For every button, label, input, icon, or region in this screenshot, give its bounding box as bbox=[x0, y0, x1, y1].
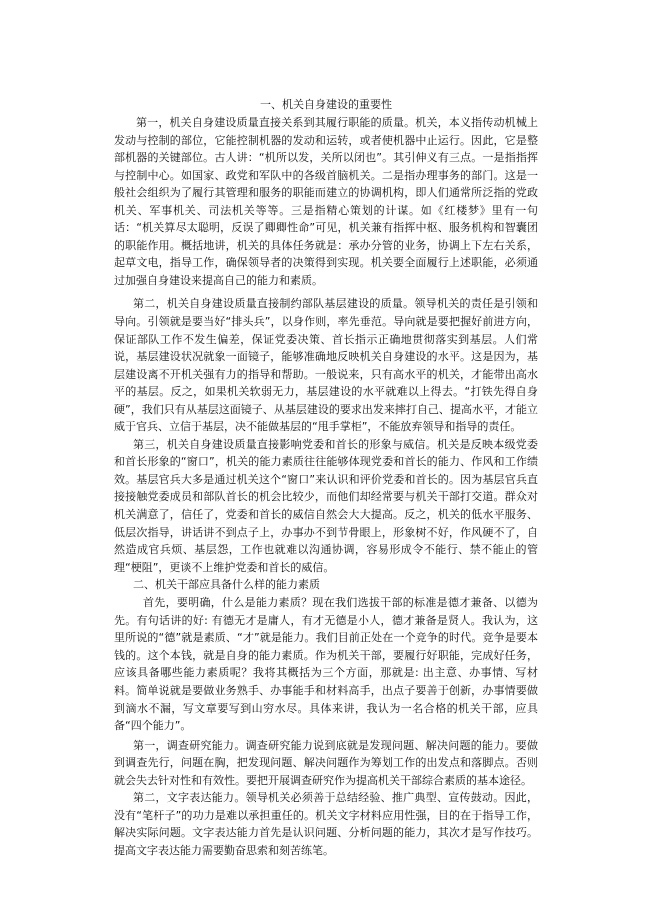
paragraph-third-point: 第三，机关自身建设质量直接影响党委和首长的形象与威信。机关是反映本级党委和首长形象的“窗口”，机关的能力素质往往能够体现党委和首长的能力、作风和工作绩效。基层官兵大多是通过机关这个“窗口”来认识和评价党委和首长的。因为基层官兵直接接触党委成员和部队首长的机会比较少，而他们却经常要与机关干部打交道。群众对机关满意了，信任了，党委和首长的威信自然会大大提高。反之，机关的低水平服务、低层次指导，讲话讲不到点子上，办事办不到节骨眼上，形象树不好，作风硬不了，自然造成官兵烦、基层怨，工作也就难以沟通协调，容易形成令不能行、禁不能止的管理“梗阻”，更谈不上维护党委和首长的威信。 bbox=[114, 437, 538, 574]
paragraph-first-point: 第一，机关自身建设质量直接关系到其履行职能的质量。机关，本义指传动机械上发动与控制的部位，它能控制机器的发动和运转，或者使机器中止运行。因此，它是整部机器的关键部位。古人讲：“机所以发，关所以闭也”。其引伸义有三点。一是指指挥与控制中心。如国家、政党和军队中的各级首脑机关。二是指办理事务的部门。这是一般社会组织为了履行其管理和服务的职能而建立的协调机构，即人们通常所泛指的党政机关、军事机关、司法机关等等。三是指精心策划的计谋。如《红楼梦》里有一句话：“机关算尽太聪明，反误了卿卿性命”可见，机关兼有指挥中枢、服务机构和智囊团的职能作用。概括地讲，机关的具体任务就是：承办分管的业务，协调上下左右关系，起草文电，指导工作，确保领导者的决策得到实现。机关要全面履行上述职能，必须通过加强自身建设来提高自己的能力和素质。 bbox=[114, 116, 538, 287]
section-title-importance: 一、机关自身建设的重要性 bbox=[260, 98, 392, 111]
paragraph-second-point: 第二，机关自身建设质量直接制约部队基层建设的质量。领导机关的责任是引领和导向。引领就是要当好“排头兵”，以身作则，率先垂范。导向就是要把握好前进方向，保证部队工作不发生偏差，保证党委决策、首长指示正确地贯彻落实到基层。人们常说，基层建设状况就象一面镜子，能够准确地反映机关自身建设的水平。这是因为，基层建设离不开机关强有力的指导和帮助。一般说来，只有高水平的机关，才能带出高水平的基层。反之，如果机关软弱无力，基层建设的水平就难以上得去。“打铁先得自身硬”，我们只有从基层这面镜子、从基层建设的要求出发来摔打自己、提高水平，才能立威于官兵、立信于基层，决不能做基层的“甩手掌柜”，不能放弃领导和指导的责任。 bbox=[114, 297, 538, 434]
paragraph-research-ability: 第一，调查研究能力。调查研究能力说到底就是发现问题、解决问题的能力。要做到调查先行，问题在胸，把发现问题、解决问题作为筹划工作的出发点和落脚点。否则就会失去针对性和有效性。要把开展调查研究作为提高机关干部综合素质的基本途径。 bbox=[114, 738, 538, 787]
paragraph-what-is-ability: 首先，要明确，什么是能力素质？现在我们选拔干部的标准是德才兼备、以德为先。有句话讲的好: 有德无才是庸人，有才无德是小人，德才兼备是贤人。我认为，这里所说的“德”就是素质、“才”就是能力。我们目前正处在一个竞争的时代。竞争是要本钱的。这个本钱，就是自身的能力素质。作为机关干部，要履行好职能，完成好任务，应该具备哪些能力素质呢？我将其概括为三个方面，那就是: 出主意、办事情、写材料。简单说就是要做业务熟手、办事能手和材料高手，出点子要善于创新，办事情要做到滴水不漏，写文章要写到山穷水尽。具体来讲，我认为一名合格的机关干部，应具备“四个能力”。 bbox=[114, 596, 538, 733]
document-body bbox=[114, 96, 538, 859]
section-title-abilities: 二、机关干部应具备什么样的能力素质 bbox=[133, 578, 320, 592]
paragraph-writing-ability: 第二，文字表达能力。领导机关必须善于总结经验、推广典型、宣传鼓动。因此，没有“笔杆子”的功力是难以承担重任的。机关文字材料应用性强，目的在于指导工作，解决实际问题。文字表达能力首先是认识问题、分析问题的能力，其次才是写作技巧。提高文字表达能力需要勤奋思索和刻苦练笔。 bbox=[114, 791, 538, 857]
